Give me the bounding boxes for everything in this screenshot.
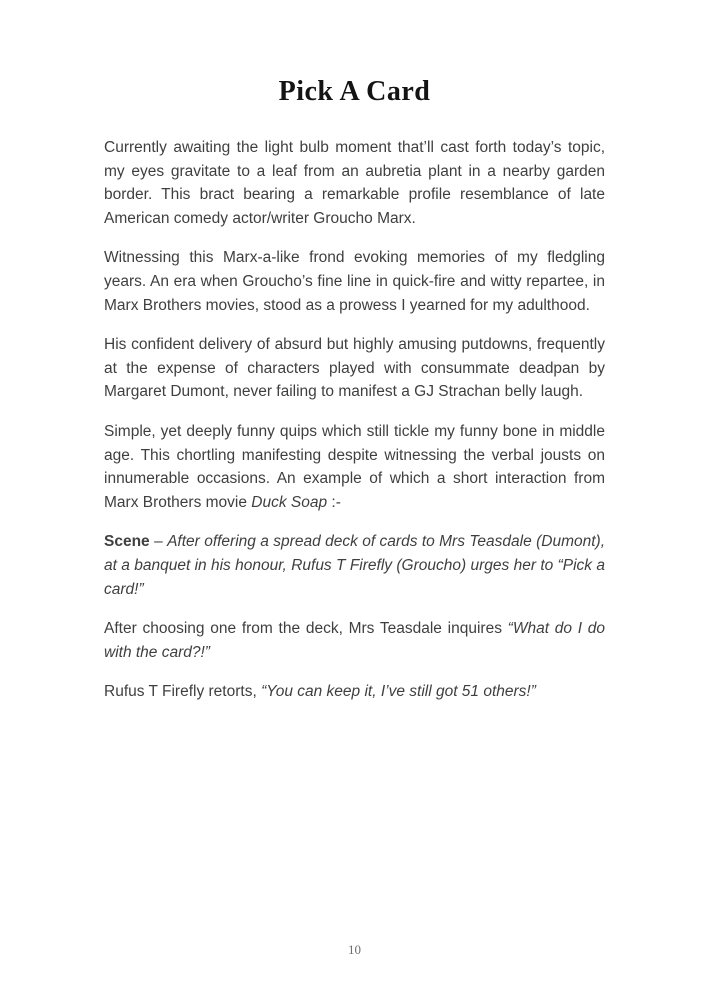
text-run: Currently awaiting the light bulb moment that’ll cast forth today’s topic, my eyes gravitate to a leaf from an aubretia plant in a nearby garden border. This bract bearing a remarkable profile resemblance of late American comedy actor/writer Groucho Marx.: [104, 139, 605, 227]
paragraph: [104, 246, 605, 317]
text-run: Duck Soap: [251, 493, 328, 511]
page-number: 10: [348, 942, 361, 957]
text-run: “What do I do with the card?!”: [104, 620, 605, 661]
paragraph: [104, 333, 605, 404]
text-run: After choosing one from the deck, Mrs Teasdale inquires: [104, 620, 508, 638]
paragraph: [104, 136, 605, 230]
paragraph: [104, 420, 605, 514]
text-run: :-: [327, 493, 341, 511]
text-run: Rufus T Firefly retorts,: [104, 683, 262, 701]
page-title: Pick A Card: [278, 76, 431, 107]
text-run: Simple, yet deeply funny quips which still tickle my funny bone in middle age. This chortling manifesting despite witnessing the verbal jousts on innumerable occasions. An example of which a short interaction from Marx Brothers movie: [104, 422, 605, 511]
text-run: His confident delivery of absurd but highly amusing putdowns, frequently at the expense of characters played with consummate deadpan by Margaret Dumont, never failing to manifest a GJ Strachan belly laugh.: [104, 336, 605, 401]
page-content: [104, 0, 605, 704]
paragraph: [104, 530, 605, 601]
text-run: –: [149, 533, 168, 551]
text-run: Scene: [104, 533, 150, 551]
paragraph: [104, 680, 605, 704]
text-run: After offering a spread deck of cards to Mrs Teasdale (Dumont), at a banquet in his honour, Rufus T Firefly (Groucho) urges her to “Pick a card!”: [104, 533, 605, 598]
body-text: [104, 136, 605, 704]
text-run: Witnessing this Marx-a-like frond evoking memories of my fledgling years. An era when Groucho’s fine line in quick-fire and witty repartee, in Marx Brothers movies, stood as a prowess I yearned for my adulthood.: [104, 249, 605, 314]
paragraph: [104, 617, 605, 664]
text-run: “You can keep it, I’ve still got 51 others!”: [261, 683, 536, 701]
